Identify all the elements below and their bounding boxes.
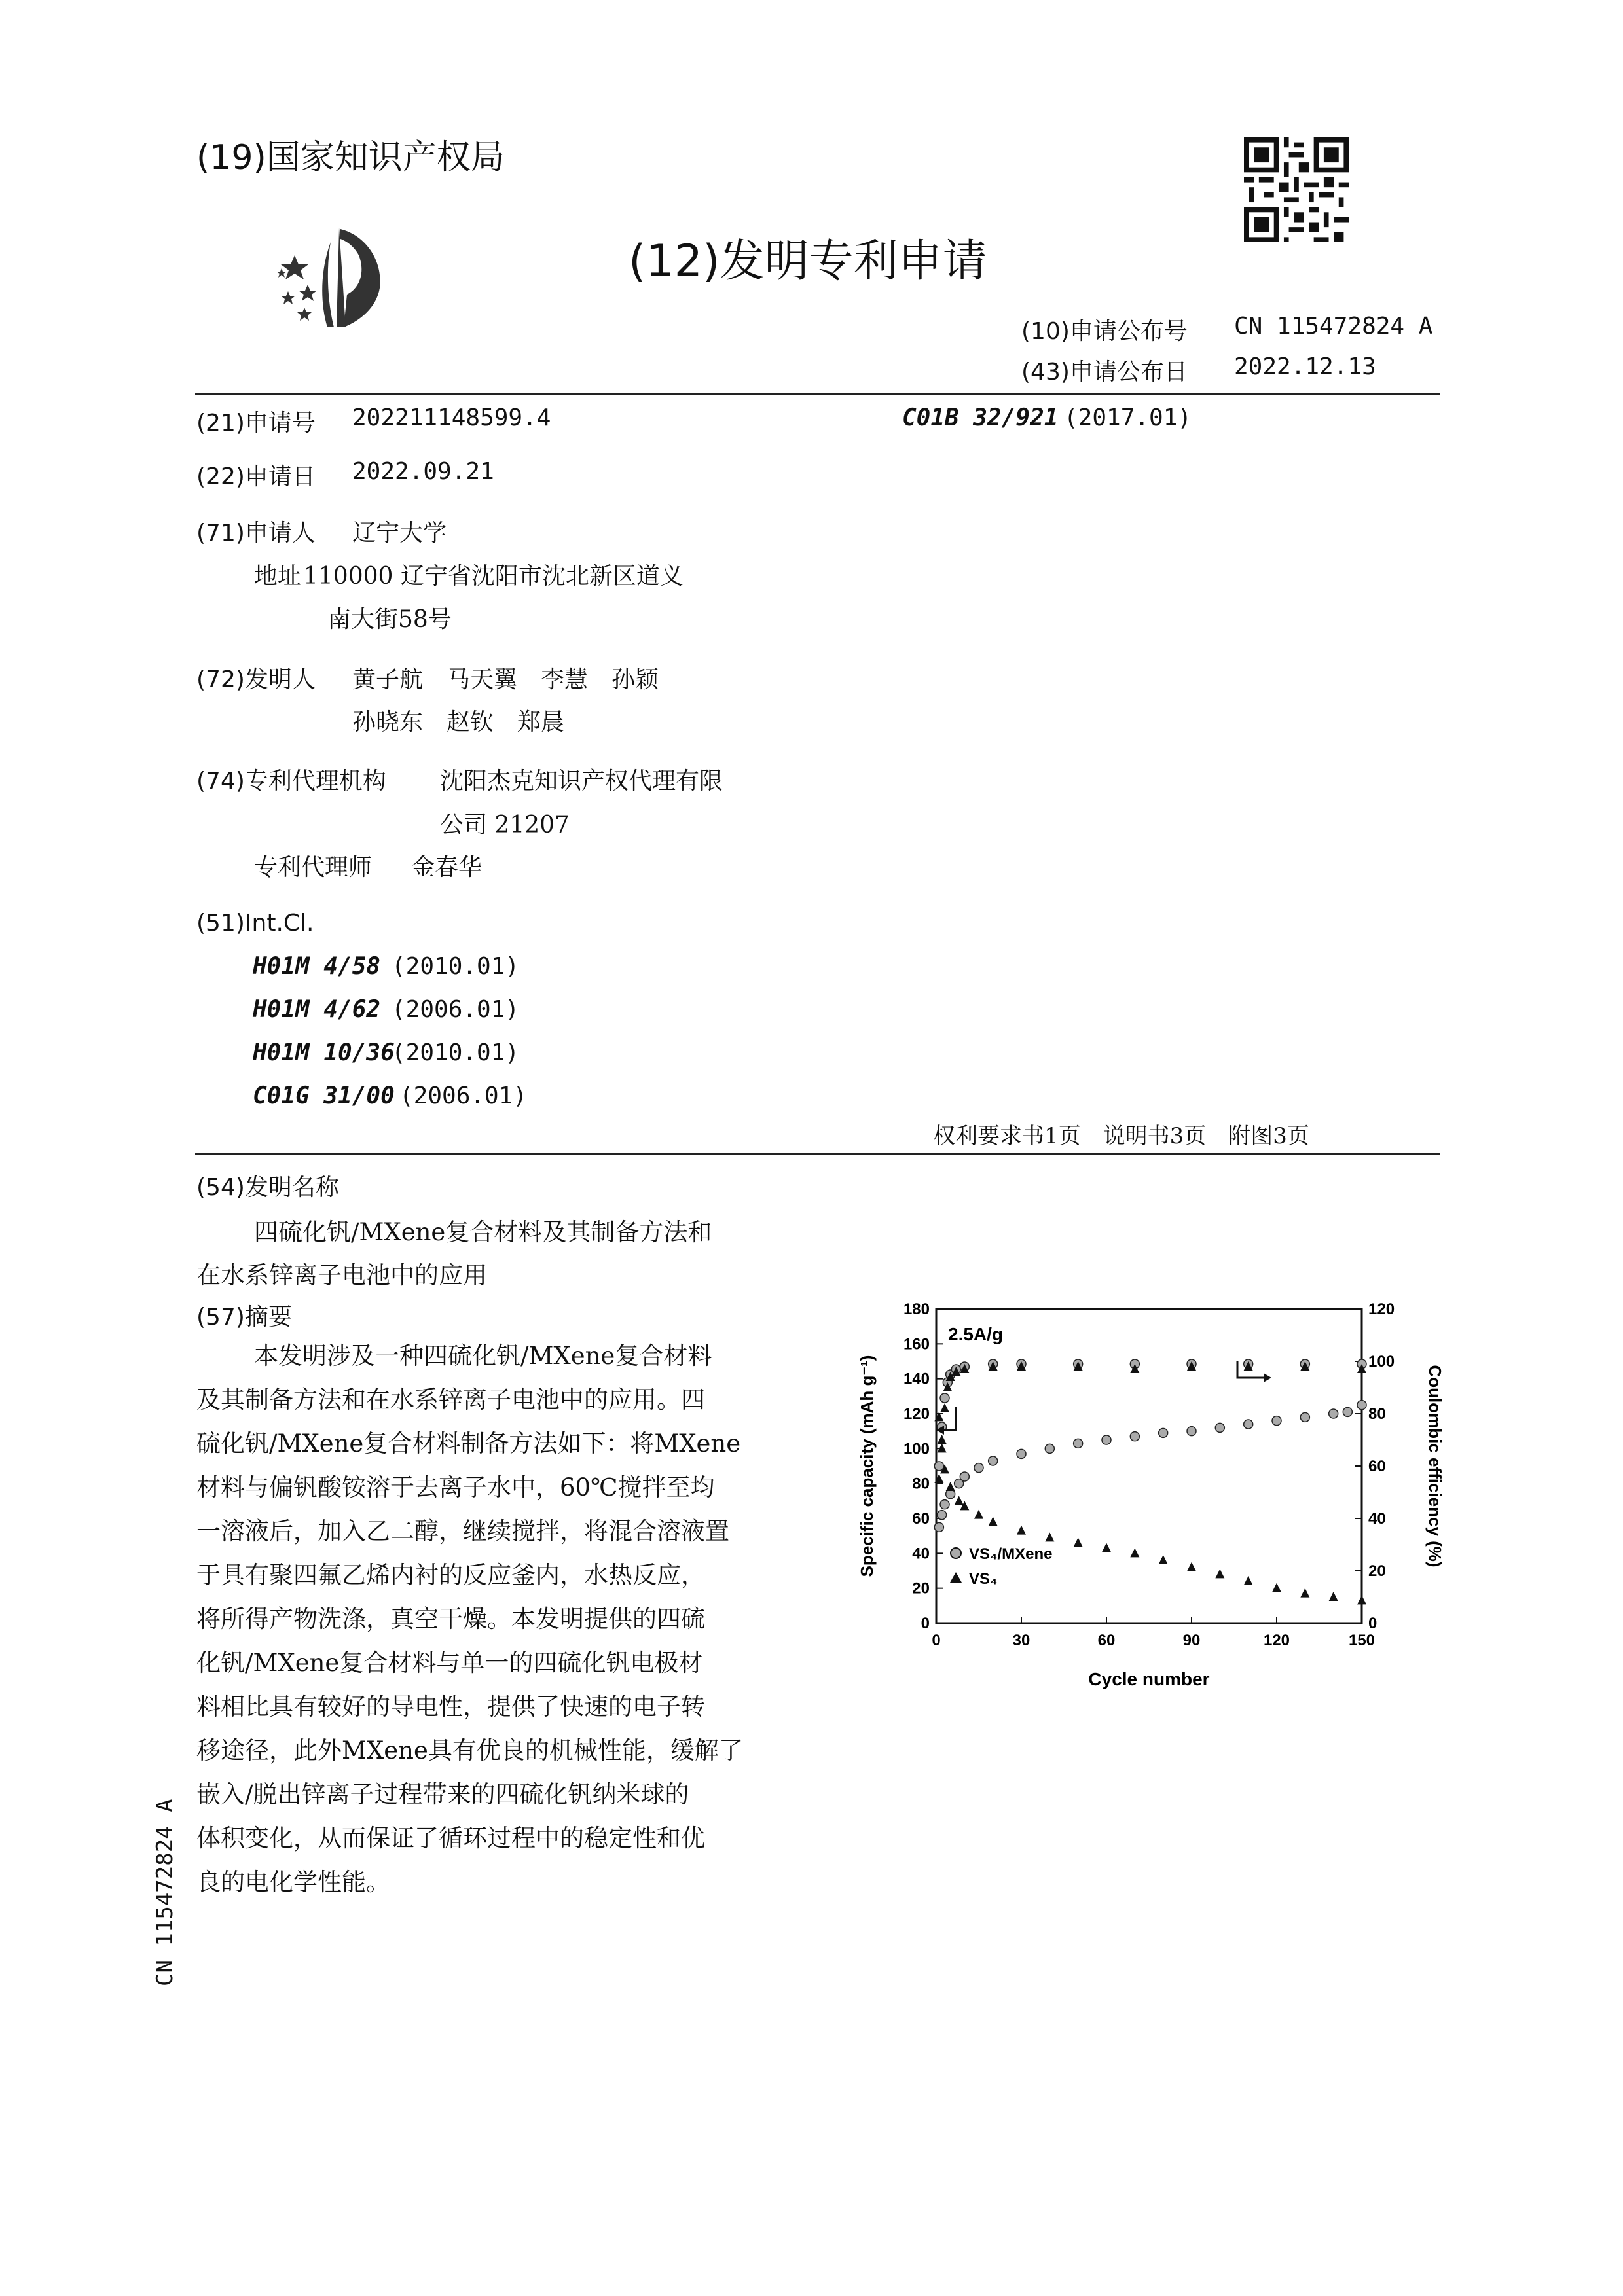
y-right-tick-label: 80 xyxy=(1368,1405,1386,1423)
data-point xyxy=(938,1435,947,1444)
abstract-label: (57)摘要 xyxy=(196,1304,292,1331)
ipc-right-code: C01B 32/921 xyxy=(902,404,1059,431)
data-point xyxy=(960,1472,969,1481)
data-point xyxy=(989,1456,998,1465)
document-type: (12)发明专利申请 xyxy=(629,236,987,287)
abstract-line: 嵌入/脱出锌离子过程带来的四硫化钒纳米球的 xyxy=(196,1780,689,1808)
ipc-version: (2006.01) xyxy=(392,996,520,1023)
invention-title-line-2: 在水系锌离子电池中的应用 xyxy=(196,1261,487,1289)
data-point xyxy=(1357,1401,1366,1410)
data-point xyxy=(934,1462,943,1471)
address-line-1: 110000 辽宁省沈阳市沈北新区道义 xyxy=(303,563,684,590)
data-point xyxy=(938,1511,947,1520)
legend-entry: VS₄ xyxy=(969,1570,998,1588)
agency-line-1: 沈阳杰克知识产权代理有限 xyxy=(440,768,723,795)
address-label: 地址 xyxy=(254,563,302,590)
pub-no: CN 115472824 A xyxy=(1234,313,1433,340)
office-name: (19)国家知识产权局 xyxy=(196,138,505,177)
section-rule xyxy=(195,1153,1440,1155)
y-left-tick-label: 20 xyxy=(912,1579,930,1598)
y-left-tick-label: 180 xyxy=(903,1300,930,1318)
cycling-performance-chart xyxy=(845,1289,1453,1708)
ipc-version: (2010.01) xyxy=(392,1039,520,1066)
legend-circle-marker-icon xyxy=(951,1548,961,1558)
y-left-tick-label: 80 xyxy=(912,1475,930,1493)
header-rule xyxy=(195,393,1440,395)
y-right-tick-label: 60 xyxy=(1368,1458,1386,1475)
data-point xyxy=(974,1463,983,1473)
y-left-tick-label: 60 xyxy=(912,1510,930,1528)
legend-triangle-marker-icon xyxy=(950,1572,962,1583)
abstract-text xyxy=(196,1334,805,1904)
data-point xyxy=(1187,1562,1196,1571)
agency-label: (74)专利代理机构 xyxy=(196,768,386,795)
y-left-tick-label: 40 xyxy=(912,1545,930,1563)
abstract-line: 本发明涉及一种四硫化钒/MXene复合材料 xyxy=(254,1342,712,1370)
data-point xyxy=(934,1522,943,1532)
applicant: 辽宁大学 xyxy=(352,520,447,547)
data-point xyxy=(940,1403,949,1412)
intcl-label: (51)Int.Cl. xyxy=(196,910,314,937)
abstract-line: 化钒/MXene复合材料与单一的四硫化钒电极材 xyxy=(196,1649,703,1677)
agency-line-2: 公司 21207 xyxy=(440,812,570,838)
ipc-code: C01G 31/00 xyxy=(253,1083,395,1109)
title-label: (54)发明名称 xyxy=(196,1174,339,1201)
data-point xyxy=(1017,1449,1026,1458)
y-axis-left-label: Specific capacity (mAh g⁻¹) xyxy=(857,1355,877,1577)
y-right-tick-label: 40 xyxy=(1368,1510,1386,1528)
data-point xyxy=(1074,1439,1083,1448)
agent-label: 专利代理师 xyxy=(254,854,373,881)
data-point xyxy=(1357,1595,1366,1604)
y-left-tick-label: 120 xyxy=(903,1405,930,1423)
ipc-version: (2006.01) xyxy=(399,1083,528,1109)
app-no-label: (21)申请号 xyxy=(196,410,316,437)
abstract-line: 良的电化学性能。 xyxy=(196,1868,390,1896)
data-point xyxy=(1300,1588,1309,1598)
data-point xyxy=(1045,1532,1054,1541)
abstract-line: 硫化钒/MXene复合材料制备方法如下：将MXene xyxy=(196,1429,741,1458)
abstract-line: 于具有聚四氟乙烯内衬的反应釜内，水热反应， xyxy=(196,1561,705,1589)
x-tick-label: 120 xyxy=(1263,1632,1290,1649)
y-right-tick-label: 100 xyxy=(1368,1353,1395,1371)
x-axis-label: Cycle number xyxy=(1088,1669,1210,1689)
data-point xyxy=(1244,1420,1253,1429)
pub-no-label: (10)申请公布号 xyxy=(1021,318,1188,345)
app-date: 2022.09.21 xyxy=(352,458,494,485)
address-line-2: 南大街58号 xyxy=(327,606,452,633)
app-date-label: (22)申请日 xyxy=(196,463,316,490)
data-point xyxy=(1159,1555,1168,1564)
data-point xyxy=(1102,1543,1111,1552)
pub-date-label: (43)申请公布日 xyxy=(1021,359,1188,386)
y-right-tick-label: 0 xyxy=(1368,1615,1377,1632)
agent: 金春华 xyxy=(411,854,483,881)
legend xyxy=(950,1545,1052,1588)
abstract-line: 材料与偏钒酸铵溶于去离子水中，60℃搅拌至均 xyxy=(196,1473,715,1501)
invention-title-line-1: 四硫化钒/MXene复合材料及其制备方法和 xyxy=(254,1218,712,1246)
data-point xyxy=(1343,1407,1352,1416)
data-point xyxy=(1045,1444,1054,1453)
data-point xyxy=(1300,1412,1309,1422)
x-tick-label: 30 xyxy=(1012,1632,1030,1649)
abstract-line: 一溶液后，加入乙二醇，继续搅拌，将混合溶液置 xyxy=(196,1517,729,1545)
y-left-tick-label: 100 xyxy=(903,1440,930,1458)
abstract-line: 将所得产物洗涤，真空干燥。本发明提供的四硫 xyxy=(196,1605,705,1633)
data-point xyxy=(1074,1537,1083,1547)
inventor-label: (72)发明人 xyxy=(196,666,316,693)
y-left-tick-label: 140 xyxy=(903,1370,930,1388)
ipc-right-version: (2017.01) xyxy=(1064,404,1192,431)
ipc-code: H01M 10/36 xyxy=(253,1039,395,1066)
plot-frame xyxy=(936,1309,1362,1623)
y-right-tick-label: 120 xyxy=(1368,1300,1395,1318)
data-point xyxy=(1159,1428,1168,1437)
right-axis-arrowhead-icon xyxy=(1264,1373,1271,1382)
legend-entry: VS₄/MXene xyxy=(969,1545,1053,1563)
qr-code-icon xyxy=(1244,137,1349,242)
data-point xyxy=(974,1510,983,1519)
inventors-line-1: 黄子航 马天翼 李慧 孙颖 xyxy=(352,666,659,693)
data-point xyxy=(1329,1592,1338,1601)
x-tick-label: 60 xyxy=(1097,1632,1116,1649)
cnipa-logo-icon xyxy=(268,216,412,340)
data-point xyxy=(1102,1435,1111,1444)
y-axis-right-label: Coulombic efficiency (%) xyxy=(1425,1365,1445,1568)
ipc-code: H01M 4/58 xyxy=(253,953,381,980)
data-point xyxy=(946,1482,955,1491)
pub-date: 2022.12.13 xyxy=(1234,353,1376,380)
inventors-line-2: 孙晓东 赵钦 郑晨 xyxy=(352,709,565,736)
app-no: 202211148599.4 xyxy=(352,404,551,431)
data-point xyxy=(1215,1569,1224,1578)
applicant-label: (71)申请人 xyxy=(196,520,316,547)
data-point xyxy=(1272,1416,1281,1426)
y-left-tick-label: 0 xyxy=(921,1615,930,1632)
ipc-code: H01M 4/62 xyxy=(253,996,381,1023)
data-point xyxy=(1272,1583,1281,1592)
x-tick-label: 0 xyxy=(932,1632,941,1649)
y-right-tick-label: 20 xyxy=(1368,1562,1386,1580)
data-point xyxy=(940,1500,949,1509)
abstract-line: 体积变化，从而保证了循环过程中的稳定性和优 xyxy=(196,1824,705,1852)
data-point xyxy=(1017,1526,1026,1535)
data-point xyxy=(1187,1427,1196,1436)
x-tick-label: 150 xyxy=(1348,1632,1376,1649)
data-point xyxy=(940,1393,949,1403)
data-point xyxy=(1329,1409,1338,1418)
data-point xyxy=(989,1516,998,1526)
rate-annotation: 2.5A/g xyxy=(948,1324,1004,1344)
abstract-line: 料相比具有较好的导电性，提供了快速的电子转 xyxy=(196,1693,705,1721)
data-point xyxy=(1244,1576,1253,1585)
data-point xyxy=(938,1443,947,1452)
data-point xyxy=(1130,1548,1139,1557)
y-left-tick-label: 160 xyxy=(903,1335,930,1354)
data-point xyxy=(1130,1432,1139,1441)
abstract-line: 及其制备方法和在水系锌离子电池中的应用。四 xyxy=(196,1386,705,1414)
abstract-line: 移途径，此外MXene具有优良的机械性能，缓解了 xyxy=(196,1736,743,1765)
page-counts: 权利要求书1页 说明书3页 附图3页 xyxy=(933,1123,1309,1149)
data-point xyxy=(955,1496,964,1505)
x-tick-label: 90 xyxy=(1182,1632,1201,1649)
side-publication-number: CN 115472824 A xyxy=(152,1799,178,1986)
ipc-version: (2010.01) xyxy=(392,953,520,980)
data-point xyxy=(1215,1423,1224,1432)
